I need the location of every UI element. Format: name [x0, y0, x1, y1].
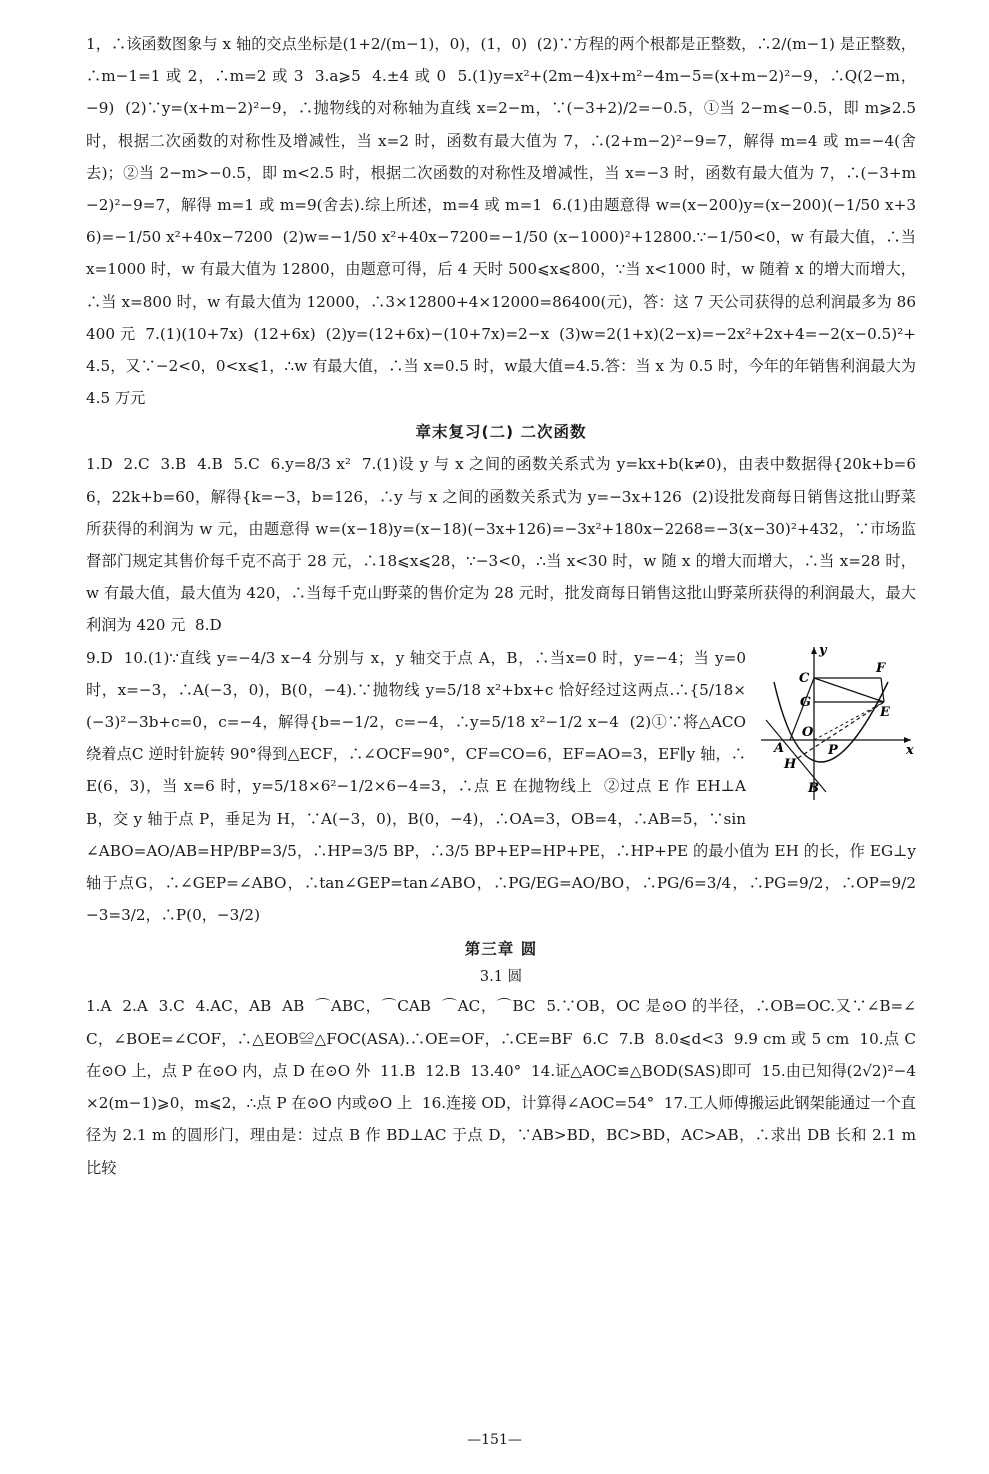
- label-g: G: [800, 694, 812, 710]
- segment-ce: [814, 678, 884, 702]
- label-x: x: [906, 742, 914, 758]
- y-axis-arrow: [811, 647, 817, 654]
- section-subheading-3-1: 3.1 圆: [479, 969, 523, 986]
- label-e: E: [880, 704, 890, 720]
- label-f: F: [876, 660, 886, 676]
- label-o: O: [802, 724, 814, 740]
- answer-block-chapter-review: 1.D 2.C 3.B 4.B 5.C 6.y=8/3 x² 7.(1)设 y 与 x 之间的函数关系式为 y=kx+b(k≠0)，由表中数据得{20k+b=66，22k+b=60，解得{k=−3，b=126，∴y 与 x 之间的函数关系式为 y=−3x+126 (2)设批发商每日销售这批山野菜所获得的利润为 w 元，由题意得 w=(x−18)y=(x−18)(−3x+126)=−3x²+180x−2268=−3(x−30)²+432，∵市场监督部门规定其售价每千克不高于 28 元，∴18⩽x⩽28，∵−3<0，∴当 x<30 时，w 随 x 的增大而增大，∴当 x=28 时，w 有最大值，最大值为 420，∴当每千克山野菜的售价定为 28 元时，批发商每日销售这批山野菜所获得的利润最大，最大利润为 420 元 8.D: [86, 455, 916, 635]
- answer-block-problem-10: 9.D 10.(1)∵直线 y=−4/3 x−4 分别与 x，y 轴交于点 A，B，∴当x=0 时，y=−4；当 y=0 时，x=−3，∴A(−3，0)，B(0，−4).∵抛物线 y=5/18 x²+bx+c 恰好经过这两点.∴{5/18×(−3)²−3b+c=0，c=−4，解得{b=−1/2，c=−4，∴y=5/18 x²−1/2 x−4 (2)①∵将△ACO 绕着点C 逆时针旋转 90°得到△ECF，∴∠OCF=90°，CF=CO=6，EF=AO=3，EF∥y 轴，∴E(6，3)，当 x=6 时，y=5/18×6²−1/2×6−4=3，∴点 E 在抛物线上 ②过点 E 作 EH⊥AB，交 y 轴于点 P，垂足为 H，∵A(−3，0)，B(0，−4)，∴OA=3，OB=4，∴AB=5，∵sin∠ABO=AO/AB=HP/BP=3/5，∴HP=3/5 BP，∴3/5 BP+EP=HP+PE，∴HP+PE 的最小值为 EH 的长，作 EG⊥y 轴于点G，∴∠GEP=∠ABO，∴tan∠GEP=tan∠ABO，∴PG/EG=AO/BO，∴PG/6=3/4，∴PG=9/2，∴OP=9/2−3=3/2，∴P(0，−3/2): [86, 648, 921, 925]
- label-a: A: [774, 740, 785, 756]
- parabola-figure: [756, 642, 916, 802]
- segment-oe: [814, 702, 884, 740]
- label-c: C: [799, 670, 810, 686]
- label-y: y: [819, 642, 827, 658]
- parabola-diagram: [756, 642, 916, 802]
- label-p: P: [828, 742, 838, 758]
- section-heading-chapter-review: 章末复习(二) 二次函数: [415, 423, 587, 442]
- page-number: —151—: [467, 1432, 522, 1448]
- section-heading-chapter-3: 第三章 圆: [464, 940, 538, 959]
- answer-block-quadratic-continued: 1，∴该函数图象与 x 轴的交点坐标是(1+2/(m−1)，0)，(1，0) (2)∵方程的两个根都是正整数，∴2/(m−1) 是正整数，∴m−1=1 或 2，∴m=2 或 3 3.a⩾5 4.±4 或 0 5.(1)y=x²+(2m−4)x+m²−4m−5=(x+m−2)²−9，∴Q(2−m，−9) (2)∵y=(x+m−2)²−9，∴抛物线的对称轴为直线 x=2−m，∵(−3+2)/2=−0.5，①当 2−m⩽−0.5，即 m⩾2.5 时，根据二次函数的对称性及增减性，当 x=2 时，函数有最大值为 7，∴(2+m−2)²−9=7，解得 m=4 或 m=−4(舍去)；②当 2−m>−0.5，即 m<2.5 时，根据二次函数的对称性及增减性，当 x=−3 时，函数有最大值为 7，∴(−3+m−2)²−9=7，解得 m=1 或 m=9(舍去).综上所述，m=4 或 m=1 6.(1)由题意得 w=(x−200)y=(x−200)(−1/50 x+36)=−1/50 x²+40x−7200 (2)w=−1/50 x²+40x−7200=−1/50 (x−1000)²+12800.∵−1/50<0，w 有最大值，∴当 x=1000 时，w 有最大值为 12800，由题意可得，后 4 天时 500⩽x⩽800，∵当 x<1000 时，w 随着 x 的增大而增大，∴当 x=800 时，w 有最大值为 12000，∴3×12800+4×12000=86400(元)，答：这 7 天公司获得的总利润最多为 86400 元 7.(1)(10+7x) (12+6x) (2)y=(12+6x)−(10+7x)=2−x (3)w=2(1+x)(2−x)=−2x²+2x+4=−2(x−0.5)²+4.5，又∵−2<0，0<x⩽1，∴w 有最大值，∴当 x=0.5 时，w最大值=4.5.答：当 x 为 0.5 时，今年的年销售利润最大为 4.5 万元: [86, 35, 921, 408]
- label-b: B: [808, 780, 819, 796]
- label-h: H: [784, 756, 797, 772]
- answer-page: [86, 28, 921, 1184]
- answer-block-circle: 1.A 2.A 3.C 4.AC，AB AB ⌒ABC，⌒CAB ⌒AC，⌒BC 5.∵OB，OC 是⊙O 的半径，∴OB=OC.又∵∠B=∠C，∠BOE=∠COF，∴△EOB≌△FOC(ASA).∴OE=OF，∴CE=BF 6.C 7.B 8.0⩽d<3 9.9 cm 或 5 cm 10.点 C 在⊙O 上，点 P 在⊙O 内，点 D 在⊙O 外 11.B 12.B 13.40° 14.证△AOC≌△BOD(SAS)即可 15.由已知得(2√2)²−4×2(m−1)⩾0，m⩽2，∴点 P 在⊙O 内或⊙O 上 16.连接 OD，计算得∠AOC=54° 17.工人师傅搬运此钢架能通过一个直径为 2.1 m 的圆形门，理由是：过点 B 作 BD⊥AC 于点 D，∵AB>BD，BC>BD，AC>AB，∴求出 DB 长和 2.1 m 比较: [86, 997, 921, 1177]
